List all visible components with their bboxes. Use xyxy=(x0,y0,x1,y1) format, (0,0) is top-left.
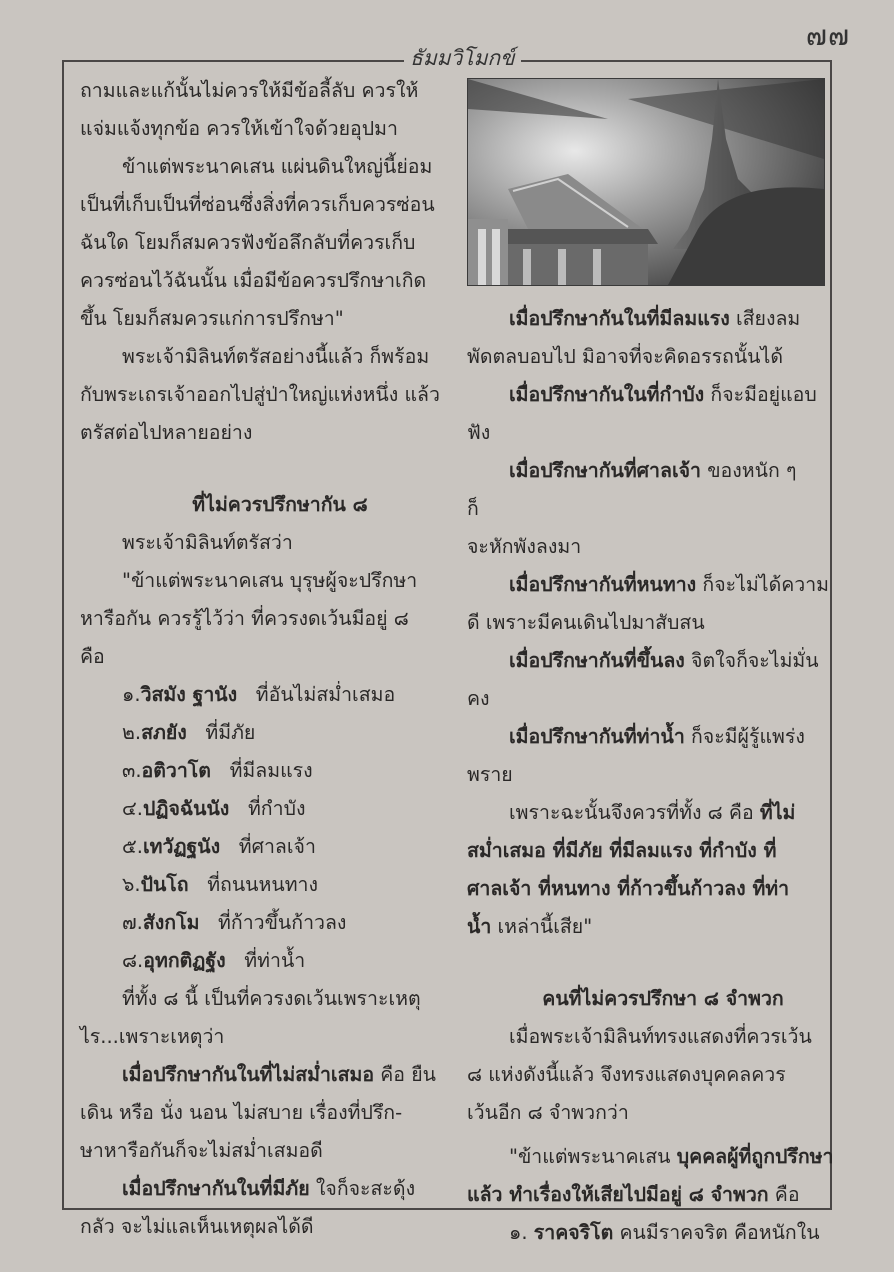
text-line: เมื่อปรึกษากันในที่มีลมแรง เสียงลม xyxy=(509,307,801,330)
right-column xyxy=(467,300,834,1252)
running-header: ธัมมวิโมกข์ xyxy=(404,42,521,75)
text-line: คง xyxy=(467,687,490,710)
text-line: ถามและแก้นั้นไม่ควรให้มีข้อลี้ลับ ควรให้ xyxy=(80,79,419,102)
text-line: ที่ทั้ง ๘ นี้ เป็นที่ควรงดเว้นเพราะเหตุ xyxy=(122,987,421,1010)
page-number: ๗๗ xyxy=(805,19,850,52)
left-column xyxy=(80,72,450,1246)
text-line: เมื่อพระเจ้ามิลินท์ทรงแสดงที่ควรเว้น xyxy=(509,1025,812,1048)
list-item: ๔.ปฏิจฉันนัง ที่กำบัง xyxy=(122,797,306,820)
text-line: เมื่อปรึกษากันที่หนทาง ก็จะไม่ได้ความ xyxy=(509,573,830,596)
text-line: คือ xyxy=(80,645,105,668)
list-item: ๖.ปันโถ ที่ถนนหนทาง xyxy=(122,873,319,896)
text-line: เมื่อปรึกษากันที่ศาลเจ้า ของหนัก ๆ xyxy=(509,459,797,482)
text-line: สม่ำเสมอ ที่มีภัย ที่มีลมแรง ที่กำบัง ที่ xyxy=(467,839,777,862)
text-line: "ข้าแต่พระนาคเสน บุคคลผู้ที่ถูกปรึกษา xyxy=(509,1145,834,1168)
text-line: กลัว จะไม่แลเห็นเหตุผลได้ดี xyxy=(80,1215,314,1238)
text-line: เมื่อปรึกษากันที่ขึ้นลง จิตใจก็จะไม่มั่น xyxy=(509,649,819,672)
text-line: พระเจ้ามิลินท์ตรัสอย่างนี้แล้ว ก็พร้อม xyxy=(122,345,430,368)
list-item: ๑.วิสมัง ฐานัง ที่อันไม่สม่ำเสมอ xyxy=(122,683,396,706)
text-line: เพราะฉะนั้นจึงควรที่ทั้ง ๘ คือ ที่ไม่ xyxy=(509,801,796,824)
temple-chedi-photo xyxy=(467,78,825,286)
text-line: "ข้าแต่พระนาคเสน บุรุษผู้จะปรึกษา xyxy=(122,569,418,592)
list-item: ๗.สังกโม ที่ก้าวขึ้นก้าวลง xyxy=(122,911,347,934)
text-line: ไร...เพราะเหตุว่า xyxy=(80,1025,225,1048)
text-line: กับพระเถรเจ้าออกไปสู่ป่าใหญ่แห่งหนึ่ง แล้ว xyxy=(80,383,440,406)
text-line: ดี เพราะมีคนเดินไปมาสับสน xyxy=(467,611,705,634)
text-line: หารือกัน ควรรู้ไว้ว่า ที่ควรงดเว้นมีอยู่ ๘ xyxy=(80,607,409,630)
text-line: ศาลเจ้า ที่หนทาง ที่ก้าวขึ้นก้าวลง ที่ท่า xyxy=(467,877,790,900)
list-item: ๒.สภยัง ที่มีภัย xyxy=(122,721,256,744)
text-line: เมื่อปรึกษากันที่ท่าน้ำ ก็จะมีผู้รู้แพร่ง xyxy=(509,725,805,748)
text-line: ก็ xyxy=(467,497,479,520)
text-line: ขึ้น โยมก็สมควรแก่การปรึกษา" xyxy=(80,307,344,330)
text-line: เป็นที่เก็บเป็นที่ซ่อนซึ่งสิ่งที่ควรเก็บควรซ่อน xyxy=(80,193,435,216)
text-line: ตรัสต่อไปหลายอย่าง xyxy=(80,421,253,444)
list-item: ๘.อุทกติฏฐัง ที่ท่าน้ำ xyxy=(122,949,306,972)
text-line: เมื่อปรึกษากันในที่กำบัง ก็จะมีอยู่แอบ xyxy=(509,383,817,406)
text-line: พัดตลบอบไป มิอาจที่จะคิดอรรถนั้นได้ xyxy=(467,345,783,368)
text-line: ฟัง xyxy=(467,421,491,444)
text-line: น้ำ เหล่านี้เสีย" xyxy=(467,915,593,938)
section-heading: ที่ไม่ควรปรึกษากัน ๘ xyxy=(192,493,368,516)
list-item: ๕.เทวัฏฐนัง ที่ศาลเจ้า xyxy=(122,835,316,858)
text-line: ฉันใด โยมก็สมควรฟังข้อลึกลับที่ควรเก็บ xyxy=(80,231,416,254)
text-line: ควรซ่อนไว้ฉันนั้น เมื่อมีข้อควรปรึกษาเกิด xyxy=(80,269,427,292)
text-line: แล้ว ทำเรื่องให้เสียไปมีอยู่ ๘ จำพวก คือ xyxy=(467,1183,800,1206)
section-heading: คนที่ไม่ควรปรึกษา ๘ จำพวก xyxy=(542,987,784,1010)
text-line: ษาหารือกันก็จะไม่สม่ำเสมอดี xyxy=(80,1139,323,1162)
text-line: ข้าแต่พระนาคเสน แผ่นดินใหญ่นี้ย่อม xyxy=(122,155,433,178)
text-line: แจ่มแจ้งทุกข้อ ควรให้เข้าใจด้วยอุปมา xyxy=(80,117,398,140)
text-line: เว้นอีก ๘ จำพวกว่า xyxy=(467,1101,629,1124)
list-item: ๑. ราคจริโต คนมีราคจริต คือหนักใน xyxy=(509,1221,820,1244)
text-line: เมื่อปรึกษากันในที่ไม่สม่ำเสมอ คือ ยืน xyxy=(122,1063,436,1086)
list-item: ๓.อติวาโต ที่มีลมแรง xyxy=(122,759,313,782)
text-line: พราย xyxy=(467,763,513,786)
text-line: จะหักพังลงมา xyxy=(467,535,582,558)
text-line: พระเจ้ามิลินท์ตรัสว่า xyxy=(122,531,293,554)
text-line: ๘ แห่งดังนี้แล้ว จึงทรงแสดงบุคคลควร xyxy=(467,1063,786,1086)
text-line: เดิน หรือ นั่ง นอน ไม่สบาย เรื่องที่ปรึก- xyxy=(80,1101,403,1124)
text-line: เมื่อปรึกษากันในที่มีภัย ใจก็จะสะดุ้ง xyxy=(122,1177,416,1200)
